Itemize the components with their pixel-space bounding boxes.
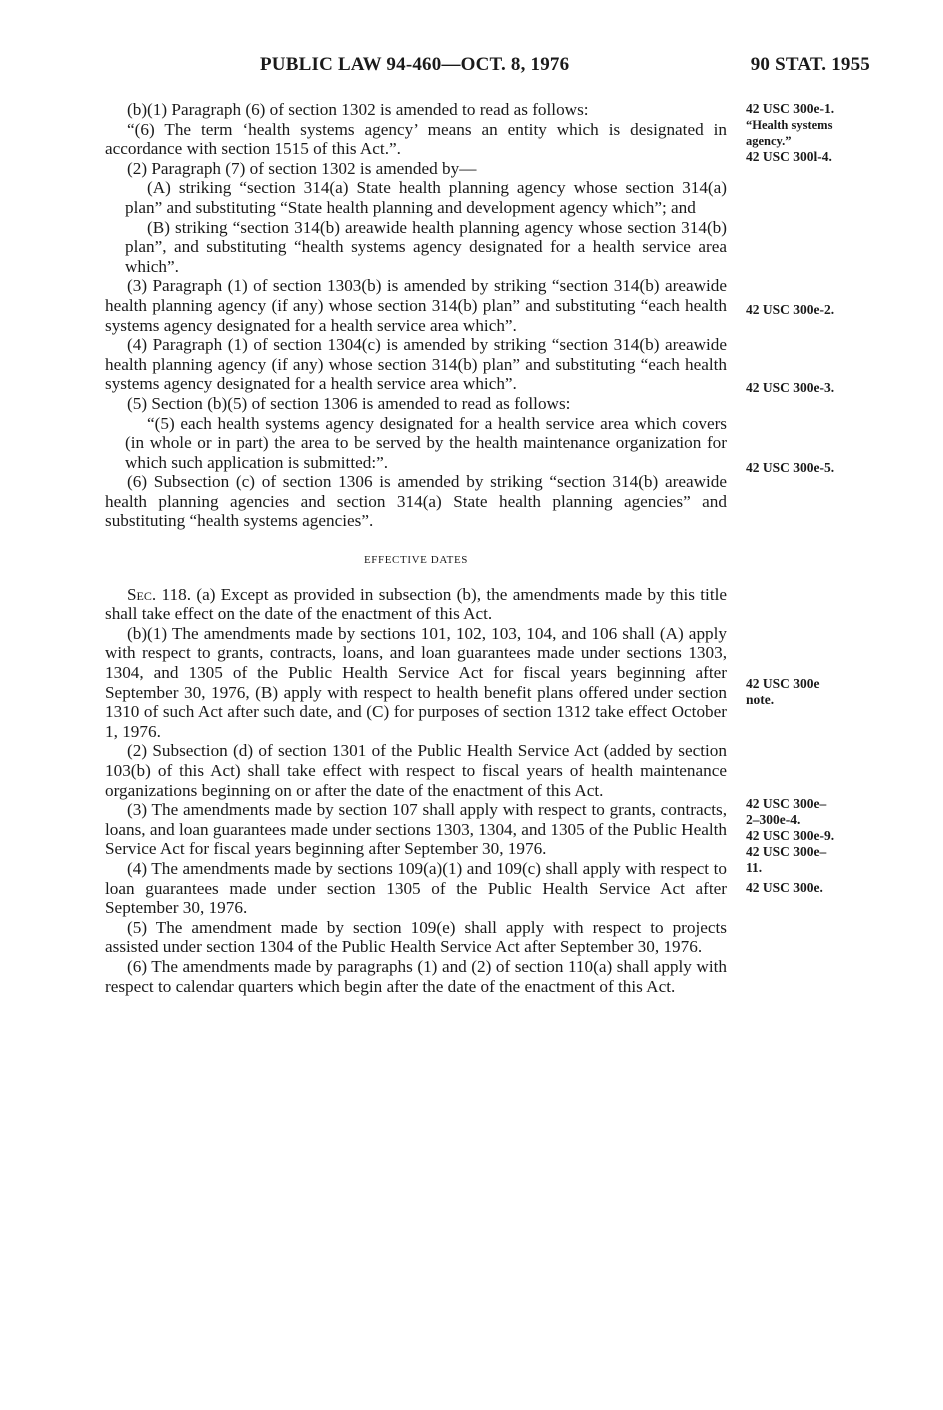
paragraph: “(6) The term ‘health systems agency’ means an entity which is designated in accordance with section 1515 of this Act.”. bbox=[105, 119, 727, 159]
paragraph: (4) Paragraph (1) of section 1304(c) is amended by striking “section 314(b) areawide health planning agency (if any) whose section 314(b) plan” and substituting “each health systems agency designated for a health service area which”. bbox=[105, 335, 727, 394]
margin-definition: agency.” bbox=[746, 134, 792, 148]
section-label: Sec. 118. bbox=[127, 584, 191, 604]
margin-definition: “Health systems bbox=[746, 118, 833, 132]
margin-citation: 42 USC 300e-2. bbox=[746, 302, 835, 317]
paragraph: (4) The amendments made by sections 109(a)(1) and 109(c) shall apply with respect to loan guarantees made under section 1305 of the Public Health Service Act after September 30, 1976. bbox=[105, 858, 727, 918]
margin-citation: 42 USC 300e-1. bbox=[746, 101, 835, 116]
margin-citation: 2–300e-4. bbox=[746, 812, 801, 827]
margin-note bbox=[746, 676, 896, 708]
paragraph: (2) Paragraph (7) of section 1302 is amended by— bbox=[127, 158, 477, 178]
statute-citation: 90 STAT. 1955 bbox=[750, 54, 870, 75]
margin-citation: 42 USC 300e– bbox=[746, 844, 827, 859]
paragraph: (B) striking “section 314(b) areawide health planning agency whose section 314(b) plan”, and substituting “health systems agency designated for a health service area which”. bbox=[125, 217, 727, 276]
margin-citation: note. bbox=[746, 692, 775, 707]
paragraph: (3) Paragraph (1) of section 1303(b) is amended by striking “section 314(b) areawide health planning agency (if any) whose section 314(b) plan” and substituting “each health systems agency designated for a health service area which”. bbox=[105, 276, 727, 335]
header-title: PUBLIC LAW 94-460—OCT. 8, 1976 bbox=[260, 54, 570, 75]
margin-citation: 42 USC 300l-4. bbox=[746, 149, 832, 164]
margin-citation: 42 USC 300e bbox=[746, 676, 820, 691]
margin-note bbox=[746, 302, 896, 318]
margin-citation: 42 USC 300e-5. bbox=[746, 460, 835, 475]
paragraph: (b)(1) Paragraph (6) of section 1302 is amended to read as follows: bbox=[127, 100, 589, 119]
page-header bbox=[105, 54, 870, 82]
margin-citation: 42 USC 300e-9. bbox=[746, 828, 835, 843]
paragraph: (A) striking “section 314(a) State health planning agency whose section 314(a) plan” and substituting “State health planning and development agency which”; and bbox=[125, 178, 727, 217]
body-text bbox=[105, 100, 727, 996]
paragraph: (b)(1) The amendments made by sections 101, 102, 103, 104, and 106 shall (A) apply with respect to grants, contracts, loans, and loan guarantees made under sections 1303, 1304, and 1305 of the Public Health Service Act for fiscal years beginning after September 30, 1976, (B) apply with respect to health benefit plans offered under section 1310 of such Act after such date, and (C) for purposes of section 1312 take effect October 1, 1976. bbox=[105, 623, 727, 741]
paragraph-text: (a) Except as provided in subsection (b), the amendments made by this title shall take effect on the date of the enactment of this Act. bbox=[105, 584, 728, 624]
margin-citation: 42 USC 300e-3. bbox=[746, 380, 835, 395]
margin-citation: 11. bbox=[746, 860, 763, 875]
section-heading: EFFECTIVE DATES bbox=[363, 554, 469, 567]
paragraph: (5) The amendment made by section 109(e) shall apply with respect to projects assisted under section 1304 of the Public Health Service Act after September 30, 1976. bbox=[105, 917, 727, 957]
paragraph: (5) Section (b)(5) of section 1306 is amended to read as follows: bbox=[127, 393, 571, 413]
paragraph: “(5) each health systems agency designated for a health service area which covers (in whole or in part) the area to be served by the health maintenance organization for which such application is submitted:”. bbox=[125, 413, 727, 472]
margin-note bbox=[746, 796, 896, 896]
paragraph bbox=[105, 585, 727, 624]
paragraph: (6) Subsection (c) of section 1306 is amended by striking “section 314(b) areawide health planning agencies and section 314(a) State health planning agencies” and substituting “health systems agencies”. bbox=[105, 472, 727, 531]
paragraph: (3) The amendments made by section 107 shall apply with respect to grants, contracts, loans, and loan guarantees made under sections 1303, 1304, and 1305 of the Public Health Service Act for fiscal years beginning after September 30, 1976. bbox=[105, 800, 727, 859]
margin-note bbox=[746, 101, 896, 165]
margin-citation: 42 USC 300e– bbox=[746, 796, 827, 811]
paragraph: (2) Subsection (d) of section 1301 of the Public Health Service Act (added by section 103(b) of this Act) shall take effect with respect to fiscal years of health maintenance organizations beginning on or after the date of the enactment of this Act. bbox=[105, 741, 727, 800]
margin-citation: 42 USC 300e. bbox=[746, 880, 823, 895]
paragraph: (6) The amendments made by paragraphs (1) and (2) of section 110(a) shall apply with respect to calendar quarters which begin after the date of the enactment of this Act. bbox=[105, 956, 727, 996]
margin-note bbox=[746, 460, 896, 476]
margin-note bbox=[746, 380, 896, 396]
